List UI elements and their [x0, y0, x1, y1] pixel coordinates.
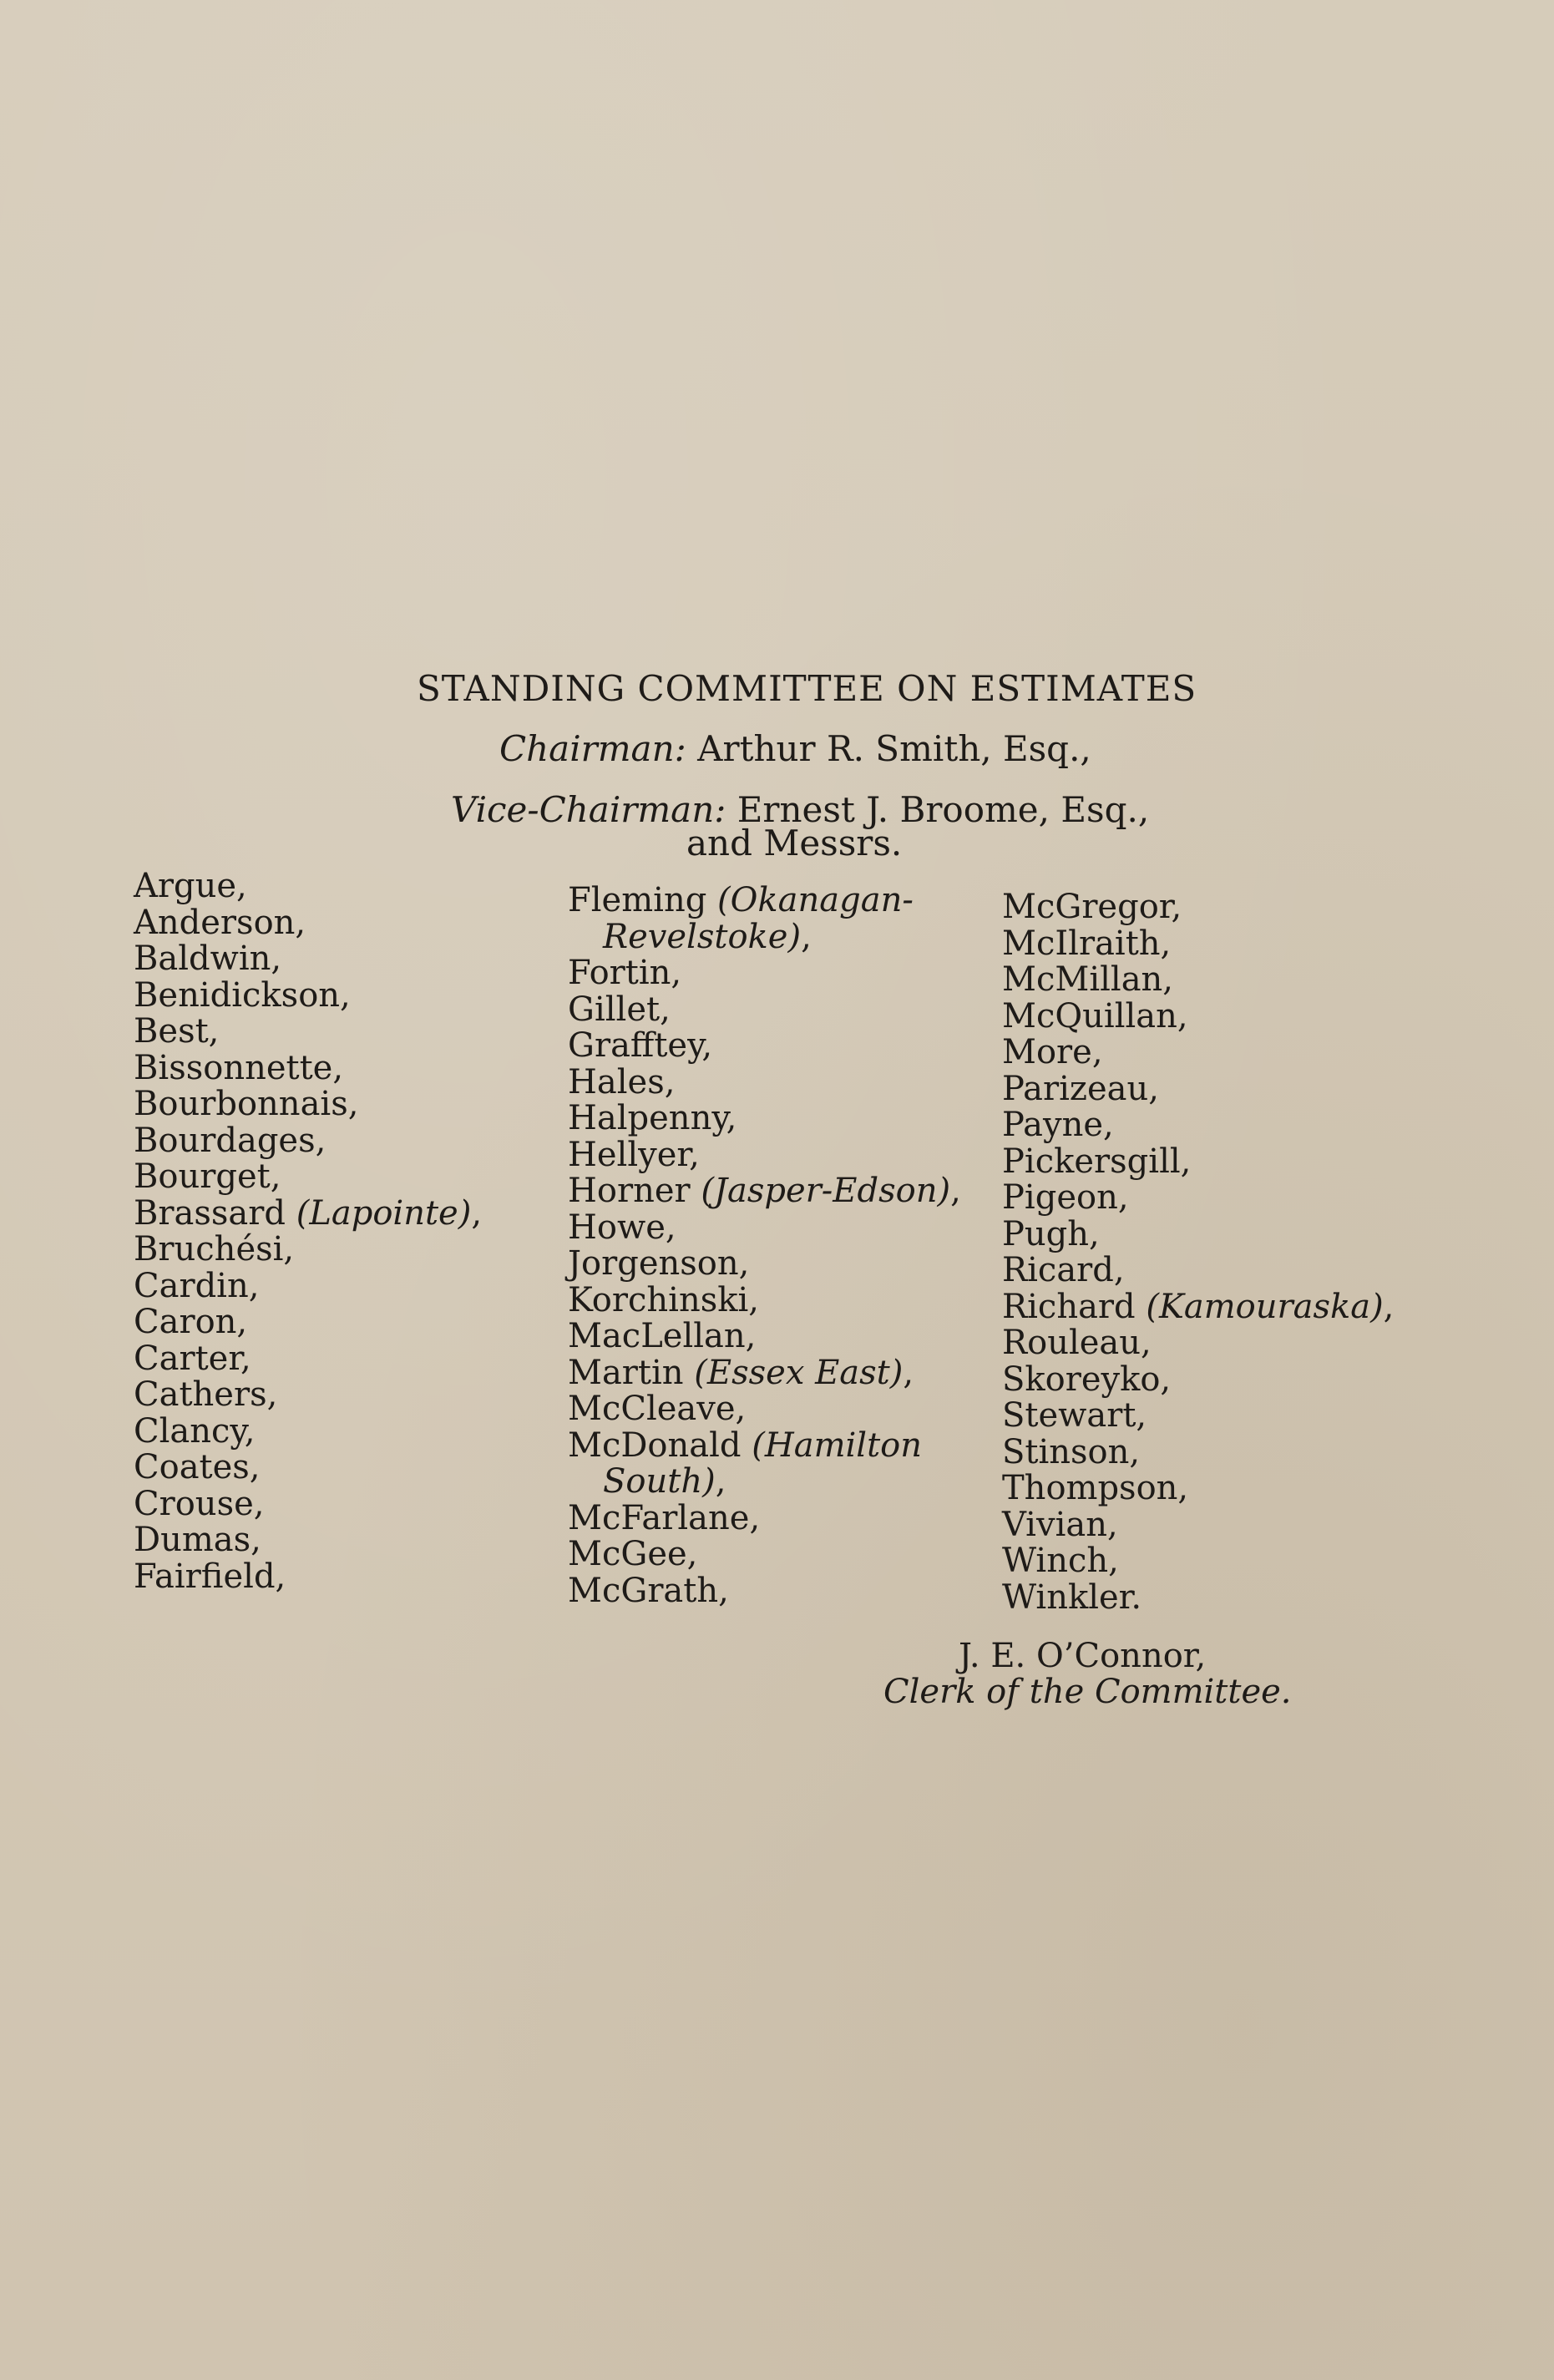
clerk-name: J. E. O’Connor, [959, 1637, 1207, 1675]
member-list-item [1002, 1507, 1394, 1544]
member-list-item [1002, 1471, 1394, 1507]
and-messrs: and Messrs. [686, 823, 903, 863]
member-list-item [568, 1246, 961, 1283]
member-punctuation: , [801, 917, 812, 956]
member-list-item [1002, 1214, 1394, 1253]
member-list-item [1002, 1398, 1394, 1435]
member-name: Hellyer, [568, 1135, 700, 1174]
member-name: Halpenny, [568, 1099, 737, 1137]
member-riding: (Essex East) [694, 1353, 904, 1392]
member-name: Winkler. [1002, 1577, 1142, 1617]
member-list-item [134, 1014, 482, 1051]
vice-chairman-name: Ernest J. Broome, Esq., [737, 789, 1150, 830]
member-name: Pigeon, [1002, 1178, 1129, 1217]
member-name: Payne, [1002, 1106, 1114, 1144]
member-list-item [568, 1210, 961, 1247]
member-name: Clancy, [134, 1411, 256, 1451]
member-list-column-2 [568, 883, 961, 1609]
member-name: MacLellan, [568, 1317, 757, 1355]
member-riding: (Lapointe) [296, 1193, 472, 1233]
member-list-item [134, 1341, 482, 1378]
member-list-item [1002, 926, 1394, 963]
member-punctuation: , [1383, 1287, 1395, 1326]
member-riding: Revelstoke) [603, 917, 802, 956]
member-name: Skoreyko, [1002, 1360, 1172, 1399]
vice-chairman-role: Vice-Chairman: [451, 789, 726, 830]
member-list-item [1002, 1253, 1394, 1289]
member-list-item [134, 975, 482, 1015]
member-name: McGrath, [568, 1571, 729, 1610]
member-name: McQuillan, [1002, 996, 1188, 1036]
member-name: McDonald [568, 1425, 742, 1465]
member-list-item [568, 1355, 961, 1392]
member-name: Cathers, [134, 1375, 278, 1414]
member-list-item [1002, 1577, 1394, 1617]
member-name: Fairfield, [134, 1557, 286, 1596]
member-punctuation: , [950, 1172, 961, 1210]
member-list-item [568, 1280, 961, 1319]
member-list-item [568, 1464, 961, 1501]
member-list-item [1002, 996, 1394, 1036]
member-name: Fleming [568, 881, 707, 919]
member-name: McIlraith, [1002, 924, 1172, 963]
member-list-item [568, 1101, 961, 1137]
member-list-item [1002, 1325, 1394, 1362]
member-name: Martin [568, 1353, 684, 1392]
member-list-item [568, 1173, 961, 1210]
member-list-item [134, 1193, 483, 1233]
member-list-item [134, 1086, 482, 1123]
member-list-item [1002, 889, 1394, 926]
member-list-item [1002, 1362, 1394, 1399]
member-riding: (Hamilton [752, 1425, 923, 1465]
member-riding: (Okanagan- [717, 881, 914, 919]
member-name: Horner [568, 1172, 691, 1210]
member-list-item [568, 992, 961, 1029]
member-list-item [568, 919, 961, 956]
member-list-item [134, 941, 482, 978]
member-list-item [568, 1028, 961, 1065]
member-name: Bourbonnais, [134, 1085, 359, 1123]
member-name: Winch, [1002, 1542, 1119, 1580]
member-name: Baldwin, [134, 939, 282, 978]
member-name: Gillet, [568, 990, 671, 1029]
member-punctuation: , [471, 1193, 483, 1233]
member-punctuation: , [715, 1462, 726, 1501]
member-list-item [134, 1486, 482, 1523]
member-list-item [134, 1450, 482, 1486]
member-list-item [568, 1137, 961, 1174]
member-list-item [568, 1573, 961, 1610]
member-list-item [134, 1559, 482, 1596]
member-name: Caron, [134, 1303, 248, 1341]
member-list-item [134, 1522, 482, 1559]
member-name: Cardin, [134, 1266, 260, 1305]
member-name: McGee, [568, 1535, 698, 1573]
member-name: Thompson, [1002, 1469, 1189, 1507]
member-list-item [568, 1498, 961, 1537]
chairman-role: Chairman: [499, 728, 686, 769]
member-list-item [134, 1048, 482, 1087]
member-name: Dumas, [134, 1521, 261, 1559]
member-name: Howe, [568, 1208, 676, 1247]
member-list-item [134, 1159, 482, 1196]
member-name: Richard [1002, 1287, 1136, 1326]
member-list-item [568, 883, 961, 919]
member-list-item [134, 868, 482, 905]
member-name: Pugh, [1002, 1214, 1100, 1253]
member-list-item [134, 1123, 482, 1160]
member-name: Pickersgill, [1002, 1142, 1192, 1181]
member-name: Korchinski, [568, 1280, 760, 1319]
member-name: McGregor, [1002, 888, 1182, 926]
member-name: Vivian, [1002, 1505, 1118, 1544]
member-list-item [134, 1232, 482, 1268]
member-list-item [134, 1377, 482, 1414]
member-riding: (Jasper-Edson) [701, 1172, 951, 1210]
member-name: Ricard, [1002, 1251, 1125, 1289]
member-name: Parizeau, [1002, 1069, 1159, 1108]
member-name: Grafftey, [568, 1026, 713, 1065]
member-list-item [1002, 1035, 1394, 1071]
member-list-item [1002, 1289, 1394, 1326]
member-name: Brassard [134, 1193, 286, 1233]
member-list-item [568, 955, 961, 992]
member-name: Argue, [134, 867, 247, 905]
member-list-item [568, 1062, 961, 1101]
member-list-item [1002, 962, 1394, 999]
member-name: McFarlane, [568, 1498, 761, 1537]
committee-heading: STANDING COMMITTEE ON ESTIMATES [417, 668, 1197, 709]
member-name: McCleave, [568, 1390, 747, 1428]
member-name: Bissonnette, [134, 1048, 344, 1087]
member-list-item [568, 1537, 961, 1573]
member-punctuation: , [903, 1353, 914, 1392]
member-name: McMillan, [1002, 960, 1174, 999]
member-name: Fortin, [568, 954, 682, 992]
member-name: Anderson, [134, 903, 306, 942]
member-name: Benidickson, [134, 975, 351, 1015]
member-list-item [568, 1319, 961, 1355]
member-list-item [1002, 1071, 1394, 1108]
member-riding: (Kamouraska) [1146, 1287, 1384, 1326]
member-name: Crouse, [134, 1484, 265, 1523]
member-list-item [1002, 1543, 1394, 1580]
member-name: Jorgenson, [568, 1244, 750, 1283]
member-list-item [1002, 1107, 1394, 1144]
clerk-title: Clerk of the Committee. [883, 1673, 1292, 1711]
chairman-name: Arthur R. Smith, Esq., [697, 728, 1091, 769]
member-list-column-3 [1002, 889, 1394, 1616]
member-name: Hales, [568, 1062, 676, 1101]
member-list-item [1002, 1432, 1394, 1471]
member-list-item [134, 905, 482, 942]
member-riding: South) [603, 1462, 716, 1501]
member-list-item [568, 1391, 961, 1428]
member-name: Bruchési, [134, 1230, 295, 1268]
member-list-item [134, 1268, 482, 1305]
chairman-line [499, 728, 1091, 769]
member-name: Stewart, [1002, 1396, 1147, 1435]
member-list-item [568, 1425, 961, 1465]
member-name: Best, [134, 1012, 220, 1051]
member-list-item [1002, 1180, 1394, 1217]
member-name: Bourget, [134, 1157, 281, 1196]
member-name: Carter, [134, 1339, 251, 1378]
member-list-item [134, 1304, 482, 1341]
member-name: Bourdages, [134, 1121, 326, 1160]
member-name: Rouleau, [1002, 1324, 1152, 1362]
member-name: Coates, [134, 1448, 261, 1486]
member-name: Stinson, [1002, 1432, 1141, 1471]
member-list-column-1 [134, 868, 482, 1595]
member-name: More, [1002, 1033, 1103, 1071]
member-list-item [1002, 1144, 1394, 1181]
member-list-item [134, 1411, 482, 1451]
